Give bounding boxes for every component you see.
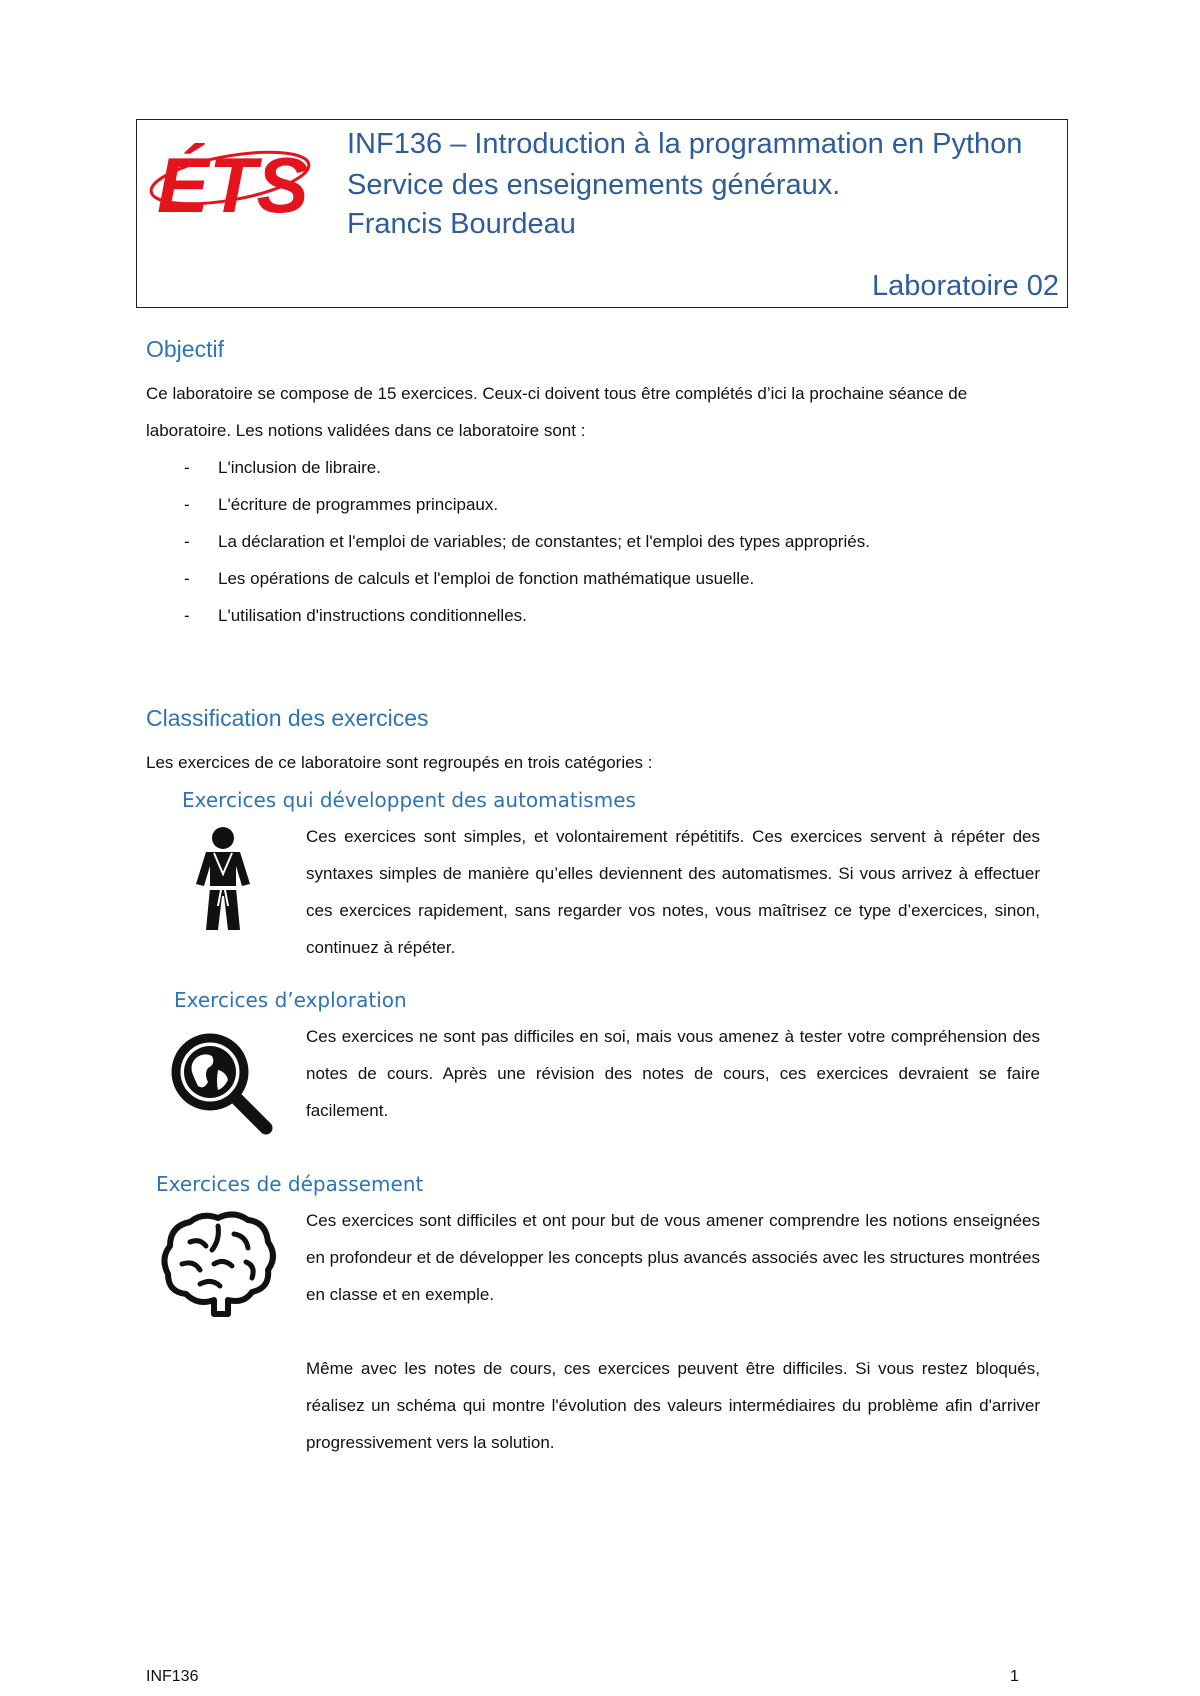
bullet-mark: - <box>184 458 190 477</box>
svg-text:ÉTS: ÉTS <box>157 141 309 228</box>
category-depassement-title: Exercices de dépassement <box>156 1172 424 1196</box>
category-exploration-title: Exercices d’exploration <box>174 988 407 1012</box>
category-depassement-text: Ces exercices sont difficiles et ont pour but de vous amener comprendre les notions enseignées en profondeur et de développer les concepts plus avancés associés avec les structures montrées en classe et en exemple. <box>306 1211 1040 1304</box>
bullet-item: Les opérations de calculs et l'emploi de fonction mathématique usuelle. <box>218 569 755 588</box>
classification-heading: Classification des exercices <box>146 705 429 731</box>
objectif-intro-line2: laboratoire. Les notions validées dans ce laboratoire sont : <box>146 421 586 440</box>
bullet-item: L'utilisation d'instructions conditionnelles. <box>218 606 527 625</box>
category-automatismes-text: Ces exercices sont simples, et volontairement répétitifs. Ces exercices servent à répéter des syntaxes simples de manière qu’elles deviennent des automatismes. Si vous arrivez à effectuer ces exercices rapidement, sans regarder vos notes, vous maîtrisez ce type d’exercices, sinon, continuez à répéter. <box>306 827 1040 957</box>
service-name: Service des enseignements généraux. <box>347 169 841 201</box>
bullet-item: L'inclusion de libraire. <box>218 458 381 477</box>
classification-intro: Les exercices de ce laboratoire sont regroupés en trois catégories : <box>146 753 653 772</box>
lab-number: Laboratoire 02 <box>871 270 1059 302</box>
category-depassement-text2: Même avec les notes de cours, ces exercices peuvent être difficiles. Si vous restez bloqués, réalisez un schéma qui montre l'évolution des valeurs intermédiaires du problème afin d'arriver progressivement vers la solution. <box>306 1359 1040 1452</box>
bullet-item: La déclaration et l'emploi de variables; de constantes; et l'emploi des types appropriés. <box>218 532 870 551</box>
category-exploration-text: Ces exercices ne sont pas difficiles en soi, mais vous amenez à tester votre compréhension des notes de cours. Après une révision des notes de cours, ces exercices devraient se faire facilement. <box>306 1027 1040 1120</box>
brain-icon <box>160 1208 278 1318</box>
objectif-intro-line1: Ce laboratoire se compose de 15 exercices. Ceux-ci doivent tous être complétés d’ici la prochaine séance de <box>146 384 968 403</box>
header-box <box>136 119 1068 308</box>
karate-person-icon <box>188 826 258 934</box>
bullet-mark: - <box>184 532 190 551</box>
bullet-item: L'écriture de programmes principaux. <box>218 495 499 514</box>
page-number: 1 <box>1010 1668 1019 1685</box>
author-name: Francis Bourdeau <box>347 208 576 240</box>
globe-magnifier-icon <box>168 1030 274 1136</box>
bullet-mark: - <box>184 606 190 625</box>
ets-logo <box>145 128 315 228</box>
objectif-heading: Objectif <box>146 336 224 362</box>
bullet-mark: - <box>184 495 190 514</box>
category-automatismes-title: Exercices qui développent des automatismes <box>182 788 636 812</box>
course-title: INF136 – Introduction à la programmation en Python <box>347 128 1023 160</box>
bullet-mark: - <box>184 569 190 588</box>
footer-course: INF136 <box>146 1668 199 1685</box>
